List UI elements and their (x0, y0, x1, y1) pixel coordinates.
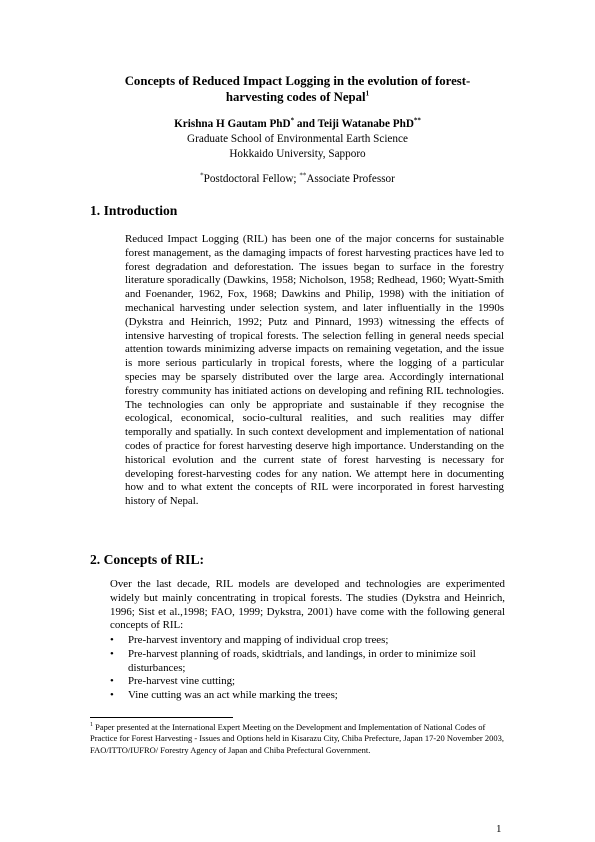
paper-title (96, 73, 499, 105)
list-item (110, 648, 505, 676)
concepts-paragraph: Over the last decade, RIL models are developed and technologies are experimented widely but mainly concentrating in tropical forests. The studies (Dykstra and Heinrich, 1996; Sist et al.,1998; FAO, 1999; Dykstra, 2001) have come with the following general concepts of RIL: (110, 578, 505, 632)
footnote (90, 722, 505, 756)
list-item (110, 634, 505, 648)
concepts-bullet-list (110, 634, 505, 703)
author-1: Krishna H Gautam PhD (174, 118, 291, 130)
paper-title-text: Concepts of Reduced Impact Logging in the evolution of forest-harvesting codes of Nepal (124, 74, 471, 104)
list-item-text: Pre-harvest vine cutting; (128, 675, 236, 688)
author-roles (90, 172, 505, 186)
role-2: Associate Professor (306, 173, 395, 185)
introduction-paragraph: Reduced Impact Logging (RIL) has been one of the major concerns for sustainable forest management, as the damaging impacts of forest harvesting practices have led to forest degradation and deforestation. The issues began to surface in the forestry literature sporadically (Dawkins, 1958; Nicholson, 1958; Redhead, 1960; Wyatt-Smith and Foenander, 1962, Fox, 1968; Dawkins and Philip, 1998) with the initiation of mechanical harvesting under selection system, and later influentially in the 1990s (Dykstra and Heinrich, 1992; Putz and Pinnard, 1993) witnessing the effects of intensive harvesting of tropical forests. The selection felling in general needs special attention towards minimizing adverse impacts on remaining vegetation, and the issue is more serious particularly in tropical forests, where the logging of a particular species may be sparsely distributed over the large area. Accordingly international forestry community has initiated actions on developing and refining RIL technologies. The technologies can only be appropriate and sustainable if they recognise the ecological, economical, socio-cultural realities, and such realities may differ temporally and spatially. In such context development and implementation of national codes of practice for forest harvesting deserve high importance. Understanding on the historical evolution and the current state of forest harvesting is necessary for developing forest-harvesting codes for any nation. We attempt here in documenting how and to what extent the concepts of RIL were incorporated in forest harvesting history of Nepal. (125, 233, 504, 508)
affiliation-line-1: Graduate School of Environmental Earth Science (187, 133, 408, 145)
bullet-icon: • (110, 675, 114, 688)
list-item (110, 675, 505, 689)
list-item-text: Pre-harvest inventory and mapping of individual crop trees; (128, 634, 389, 646)
title-footnote-mark: 1 (365, 89, 370, 98)
bullet-icon: • (110, 689, 114, 702)
affiliation-line-2: Hokkaido University, Sapporo (229, 148, 366, 160)
section-heading-introduction: 1. Introduction (90, 203, 178, 218)
role-1: Postdoctoral Fellow; (203, 173, 300, 185)
list-item-text: Pre-harvest planning of roads, skidtrials, and landings, in order to minimize soil disturbances; (128, 647, 476, 674)
footnote-mark: 1 (90, 722, 93, 729)
footnote-text: Paper presented at the International Expert Meeting on the Development and Implementation of National Codes of Practice for Forest Harvesting - Issues and Options held in Kisarazu City, Chiba Prefecture, Japan 17-20 November 2003, FAO/ITTO/IUFRO/ Forestry Agency of Japan and Chiba Prefectural Government. (90, 722, 504, 755)
author-joiner: and (294, 118, 318, 130)
bullet-icon: • (110, 647, 114, 660)
author-2: Teiji Watanabe PhD (317, 118, 414, 130)
role-2-mark: ** (299, 171, 307, 180)
footnote-separator (90, 717, 233, 718)
author-1-mark: * (290, 116, 295, 125)
affiliation (90, 132, 505, 162)
role-1-mark: * (200, 171, 204, 180)
page-number: 1 (496, 823, 502, 835)
list-item (110, 689, 505, 703)
section-heading-concepts: 2. Concepts of RIL: (90, 552, 205, 567)
author-line (90, 117, 505, 131)
list-item-text: Vine cutting was an act while marking the trees; (128, 689, 338, 702)
bullet-icon: • (110, 634, 114, 646)
author-2-mark: ** (413, 116, 421, 125)
